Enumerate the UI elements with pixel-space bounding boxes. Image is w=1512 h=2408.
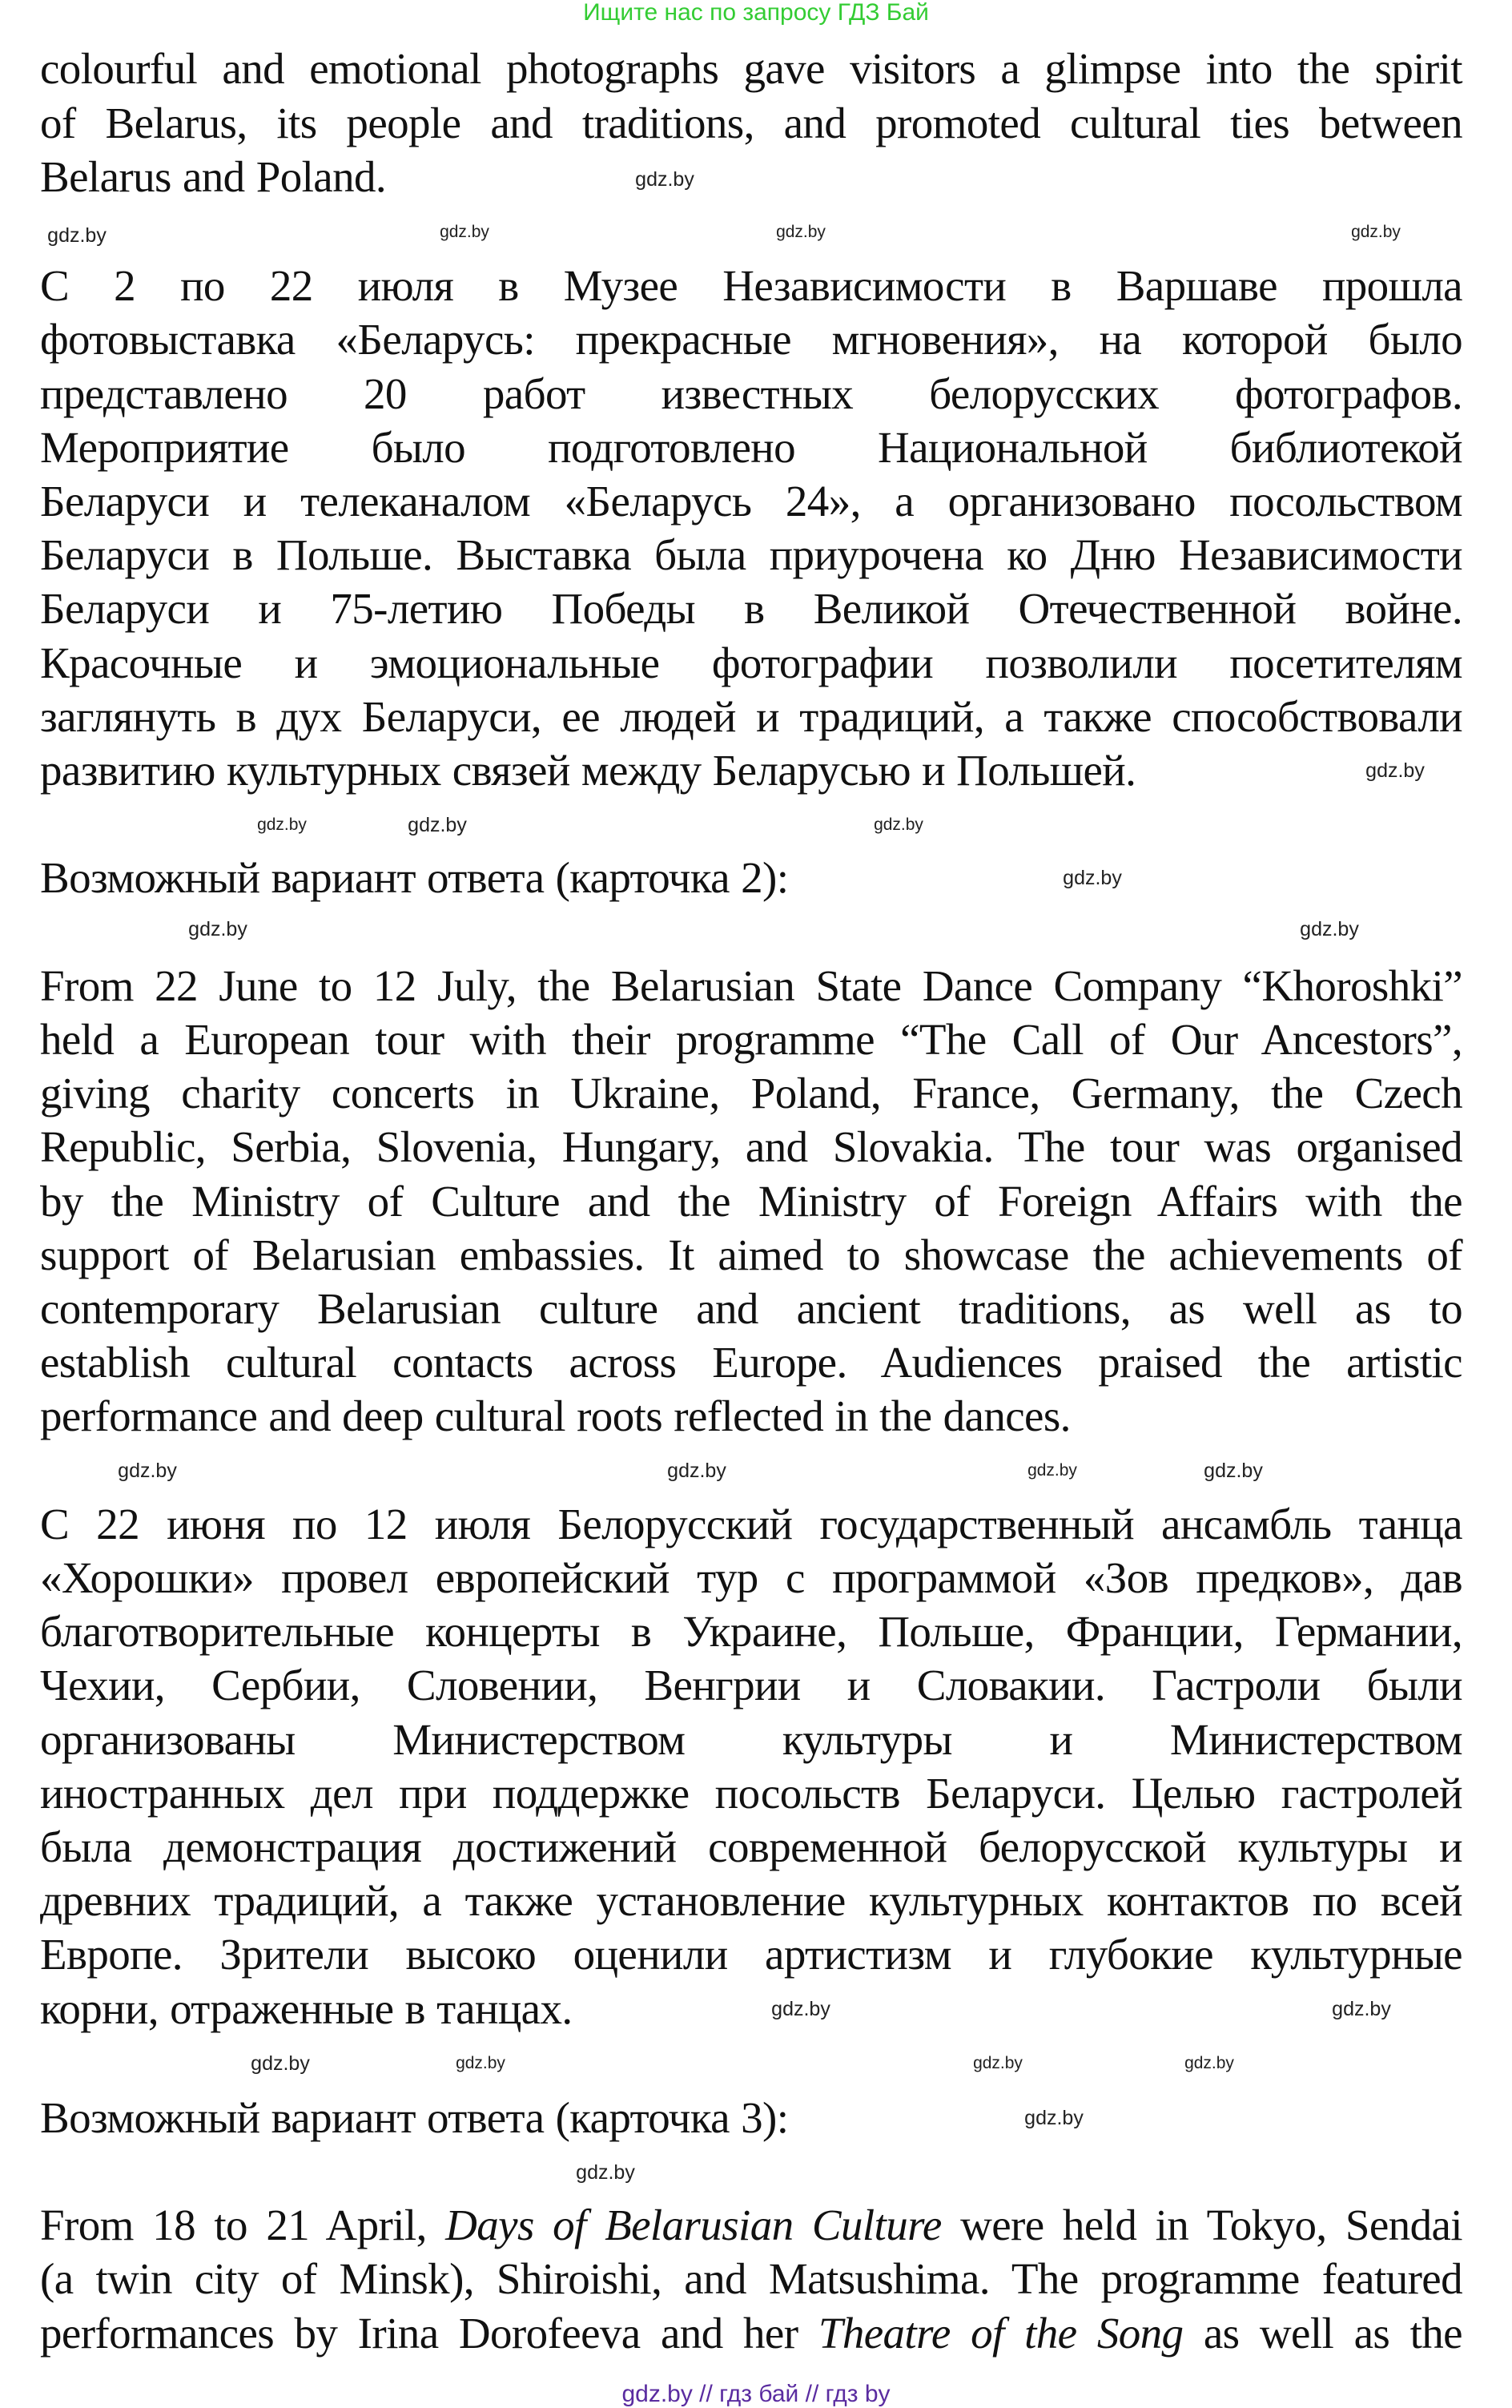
paragraph-line	[40, 425, 1462, 470]
paragraph-line	[40, 586, 1462, 631]
paragraph-line	[40, 748, 1136, 793]
paragraph-line	[40, 261, 1462, 310]
text-segment: performance and deep cultural roots reflected in the dances.	[40, 1391, 1071, 1440]
text-segment: of Belarus, its people and traditions, and promoted cultural ties between	[40, 99, 1462, 147]
text-segment: giving charity concerts in Ukraine, Poland, France, Germany, the Czech	[40, 1069, 1462, 1117]
paragraph-line	[40, 2254, 1462, 2303]
text-segment: establish cultural contacts across Europe. Audiences praised the artistic	[40, 1338, 1462, 1387]
paragraph-line	[40, 46, 1462, 91]
text-segment: древних традиций, а также установление культурных контактов по всей	[40, 1876, 1462, 1925]
text-segment: была демонстрация достижений современной белорусской культуры и	[40, 1822, 1462, 1871]
text-segment: From 22 June to 12 July, the Belarusian State Dance Company “Khoroshki”	[40, 961, 1462, 1010]
watermark: gdz.by	[440, 223, 489, 241]
text-segment: корни, отраженные в танцах.	[40, 1984, 573, 2033]
paragraph-line	[40, 317, 1462, 362]
paragraph-line	[40, 1391, 1071, 1440]
watermark: gdz.by	[1351, 223, 1401, 241]
italic-title: Theatre of the Song	[818, 2309, 1184, 2358]
paragraph-line	[40, 1878, 1462, 1923]
text-segment: From 18 to 21 April,	[40, 2201, 446, 2249]
watermark: gdz.by	[1300, 918, 1359, 940]
watermark: gdz.by	[408, 814, 467, 836]
text-segment: (a twin city of Minsk), Shiroishi, and Matsushima. The programme featured	[40, 2254, 1462, 2303]
text-segment: «Хорошки» провел европейский тур с программой «Зов предков», дав	[40, 1553, 1462, 1602]
text-segment: иностранных дел при поддержке посольств Беларуси. Целью гастролей	[40, 1769, 1462, 1818]
text-segment: Belarus and Poland.	[40, 152, 387, 201]
text-segment: С 2 по 22 июля в Музее Независимости в Варшаве прошла	[40, 261, 1462, 310]
watermark: gdz.by	[1027, 1461, 1077, 1480]
paragraph-line	[40, 1822, 1462, 1871]
text-segment: Возможный вариант ответа (карточка 3):	[40, 2093, 789, 2142]
paragraph-line	[40, 2203, 1462, 2248]
paragraph-line	[40, 530, 1462, 579]
paragraph-line	[40, 1284, 1462, 1333]
paragraph-line	[40, 101, 1462, 146]
text-segment: support of Belarusian embassies. It aimed to showcase the achievements of	[40, 1230, 1462, 1279]
paragraph-line	[40, 961, 1462, 1010]
watermark: gdz.by	[47, 224, 107, 247]
watermark: gdz.by	[456, 2054, 505, 2072]
paragraph-line	[40, 1179, 1462, 1224]
paragraph-line	[40, 1502, 1462, 1547]
text-segment: Возможный вариант ответа (карточка 2):	[40, 853, 789, 902]
watermark: gdz.by	[1204, 1460, 1263, 1482]
italic-title: Days of Belarusian Culture	[445, 2201, 942, 2249]
text-segment: by the Ministry of Culture and the Ministry of Foreign Affairs with the	[40, 1177, 1462, 1226]
paragraph-line	[40, 1609, 1462, 1654]
watermark: gdz.by	[874, 815, 923, 834]
watermark: gdz.by	[667, 1460, 726, 1482]
watermark: gdz.by	[771, 1998, 830, 2020]
text-segment: colourful and emotional photographs gave visitors a glimpse into the spirit	[40, 44, 1462, 93]
watermark: gdz.by	[776, 223, 826, 241]
watermark: gdz.by	[1024, 2107, 1084, 2129]
text-segment: Беларуси и телеканалом «Беларусь 24», а организовано посольством	[40, 477, 1462, 525]
text-segment: contemporary Belarusian culture and ancient traditions, as well as to	[40, 1284, 1462, 1333]
watermark: gdz.by	[1332, 1998, 1391, 2020]
text-segment: Беларуси в Польше. Выставка была приурочена ко Дню Независимости	[40, 530, 1462, 579]
watermark: gdz.by	[257, 815, 307, 834]
text-segment: Беларуси и 75-летию Победы в Великой Отечественной войне.	[40, 584, 1462, 633]
watermark: gdz.by	[576, 2161, 635, 2184]
paragraph-line	[40, 1230, 1462, 1279]
paragraph-line	[40, 1017, 1462, 1062]
text-segment: представлено 20 работ известных белорусских фотографов.	[40, 369, 1462, 418]
text-segment: held a European tour with their programme “The Call of Our Ancestors”,	[40, 1015, 1462, 1064]
paragraph-line	[40, 1071, 1462, 1116]
footer-watermark: gdz.by // гдз бай // гдз by	[621, 2381, 891, 2407]
text-segment: благотворительные концерты в Украине, Польше, Франции, Германии,	[40, 1607, 1462, 1656]
text-segment: заглянуть в дух Беларуси, ее людей и традиций, а также способствовали	[40, 692, 1462, 741]
paragraph-line	[40, 479, 1462, 524]
watermark: gdz.by	[118, 1460, 177, 1482]
text-segment: were held in Tokyo, Sendai	[941, 2201, 1462, 2249]
watermark: gdz.by	[1365, 759, 1425, 782]
text-segment: as well as the	[1183, 2309, 1462, 2358]
paragraph-line	[40, 638, 1462, 687]
paragraph-line	[40, 1340, 1462, 1385]
paragraph-line	[40, 1771, 1462, 1816]
text-segment: Republic, Serbia, Slovenia, Hungary, and Slovakia. The tour was organised	[40, 1122, 1462, 1171]
section-heading	[40, 853, 789, 902]
section-heading	[40, 2093, 789, 2142]
text-segment: Чехии, Сербии, Словении, Венгрии и Словакии. Гастроли были	[40, 1661, 1462, 1709]
paragraph-line	[40, 1717, 1462, 1762]
text-segment: фотовыставка «Беларусь: прекрасные мгновения», на которой было	[40, 315, 1462, 364]
watermark: gdz.by	[635, 168, 694, 191]
search-hint-banner: Ищите нас по запросу ГДЗ Бай	[583, 0, 929, 26]
text-segment: performances by Irina Dorofeeva and her	[40, 2309, 818, 2358]
paragraph-line	[40, 1122, 1462, 1171]
text-segment: Европе. Зрители высоко оценили артистизм и глубокие культурные	[40, 1930, 1462, 1979]
text-segment: Мероприятие было подготовлено Национальной библиотекой	[40, 423, 1462, 472]
paragraph-line	[40, 692, 1462, 741]
paragraph-line	[40, 1932, 1462, 1977]
paragraph-line	[40, 152, 387, 201]
paragraph-line	[40, 369, 1462, 418]
paragraph-line	[40, 1663, 1462, 1708]
watermark: gdz.by	[1063, 867, 1122, 889]
paragraph-line	[40, 1984, 573, 2033]
text-segment: Красочные и эмоциональные фотографии позволили посетителям	[40, 638, 1462, 687]
text-segment: развитию культурных связей между Беларусью и Польшей.	[40, 746, 1136, 795]
watermark: gdz.by	[188, 918, 247, 940]
watermark: gdz.by	[251, 2052, 310, 2075]
text-segment: С 22 июня по 12 июля Белорусский государственный ансамбль танца	[40, 1500, 1462, 1548]
paragraph-line	[40, 1553, 1462, 1602]
watermark: gdz.by	[973, 2054, 1023, 2072]
paragraph-line	[40, 2311, 1462, 2356]
watermark: gdz.by	[1184, 2054, 1234, 2072]
text-segment: организованы Министерством культуры и Министерством	[40, 1715, 1462, 1764]
